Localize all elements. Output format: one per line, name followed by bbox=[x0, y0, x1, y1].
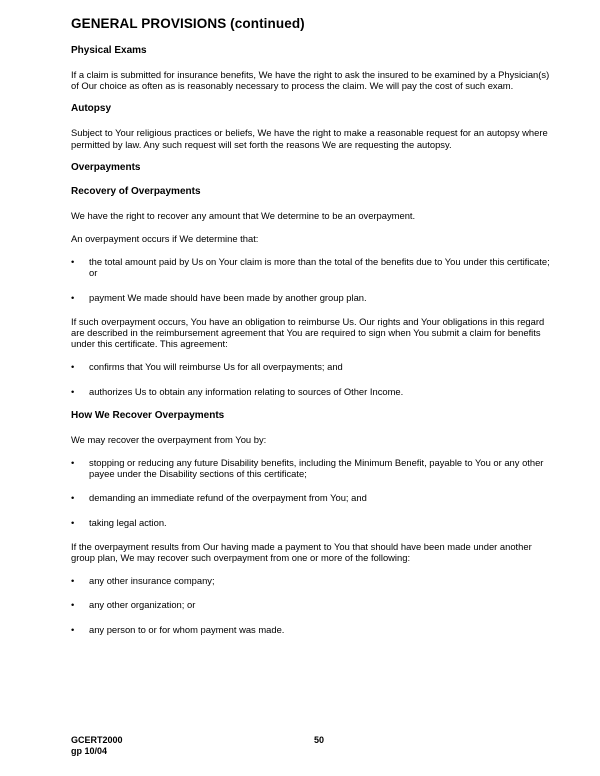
heading-overpayments: Overpayments bbox=[71, 161, 141, 173]
overpayments-paragraph-5: If the overpayment results from Our having made a payment to You that should have been made under another group plan, We may recover such overpayment from one or more of the following: bbox=[71, 540, 532, 564]
list-item: • authorizes Us to obtain any information relating to sources of Other Income. bbox=[71, 385, 404, 397]
form-code-line-1: GCERT2000 bbox=[71, 735, 123, 745]
list-item: • confirms that You will reimburse Us for all overpayments; and bbox=[71, 361, 343, 373]
bullet-list-4 bbox=[71, 575, 551, 635]
bullet-icon: • bbox=[71, 575, 75, 587]
bullet-list-1 bbox=[71, 256, 551, 303]
form-code bbox=[71, 735, 123, 757]
page-number: 50 bbox=[314, 735, 325, 745]
autopsy-text: Subject to Your religious practices or beliefs, We have the right to make a reasonable request for an autopsy where permitted by law. Any such request will set forth the reasons We are requesting the autopsy. bbox=[71, 127, 548, 150]
list-item: • taking legal action. bbox=[71, 516, 167, 528]
list-item: • payment We made should have been made by another group plan. bbox=[71, 291, 367, 303]
list-item: • stopping or reducing any future Disability benefits, including the Minimum Benefit, payable to You or any other payee under the Disability sections of this certificate; bbox=[71, 457, 544, 480]
heading-physical-exams: Physical Exams bbox=[71, 45, 147, 56]
physical-exams-text: If a claim is submitted for insurance benefits, We have the right to ask the insured to be examined by a Physician(s) of Our choice as often as is reasonably necessary to process the claim. We will pay the cost of such exam. bbox=[71, 69, 550, 92]
heading-autopsy: Autopsy bbox=[71, 103, 111, 115]
list-item: • any person to or for whom payment was made. bbox=[71, 623, 285, 635]
list-item: • any other insurance company; bbox=[71, 575, 215, 587]
page-title: GENERAL PROVISIONS (continued) bbox=[71, 16, 305, 31]
bullet-icon: • bbox=[71, 492, 75, 504]
heading-how-we-recover: How We Recover Overpayments bbox=[71, 409, 225, 421]
bullet-icon: • bbox=[71, 256, 75, 268]
form-code-line-2: gp 10/04 bbox=[71, 746, 108, 756]
overpayments-paragraph-2: An overpayment occurs if We determine that: bbox=[71, 233, 259, 245]
overpayments-paragraph-1: We have the right to recover any amount that We determine to be an overpayment. bbox=[71, 209, 416, 221]
bullet-icon: • bbox=[71, 599, 75, 611]
bullet-icon: • bbox=[71, 516, 75, 528]
bullet-icon: • bbox=[71, 291, 75, 303]
list-item: • the total amount paid by Us on Your claim is more than the total of the benefits due to You under this certificate; or bbox=[71, 256, 550, 279]
list-item: • demanding an immediate refund of the overpayment from You; and bbox=[71, 492, 367, 504]
overpayments-paragraph-4: We may recover the overpayment from You by: bbox=[71, 433, 267, 445]
bullet-icon: • bbox=[71, 457, 75, 469]
bullet-icon: • bbox=[71, 385, 75, 397]
overpayments-paragraph-3: If such overpayment occurs, You have an obligation to reimburse Us. Our rights and Your obligations in this regard are described in the reimbursement agreement that You are required to sign when You submit a claim for benefits under this certificate. This agreement: bbox=[71, 315, 545, 350]
bullet-list-3 bbox=[71, 457, 551, 528]
list-item: • any other organization; or bbox=[71, 599, 196, 611]
bullet-icon: • bbox=[71, 623, 75, 635]
heading-recovery-of-overpayments: Recovery of Overpayments bbox=[71, 185, 201, 197]
bullet-icon: • bbox=[71, 361, 75, 373]
document-page bbox=[71, 16, 551, 648]
bullet-list-2 bbox=[71, 361, 551, 396]
